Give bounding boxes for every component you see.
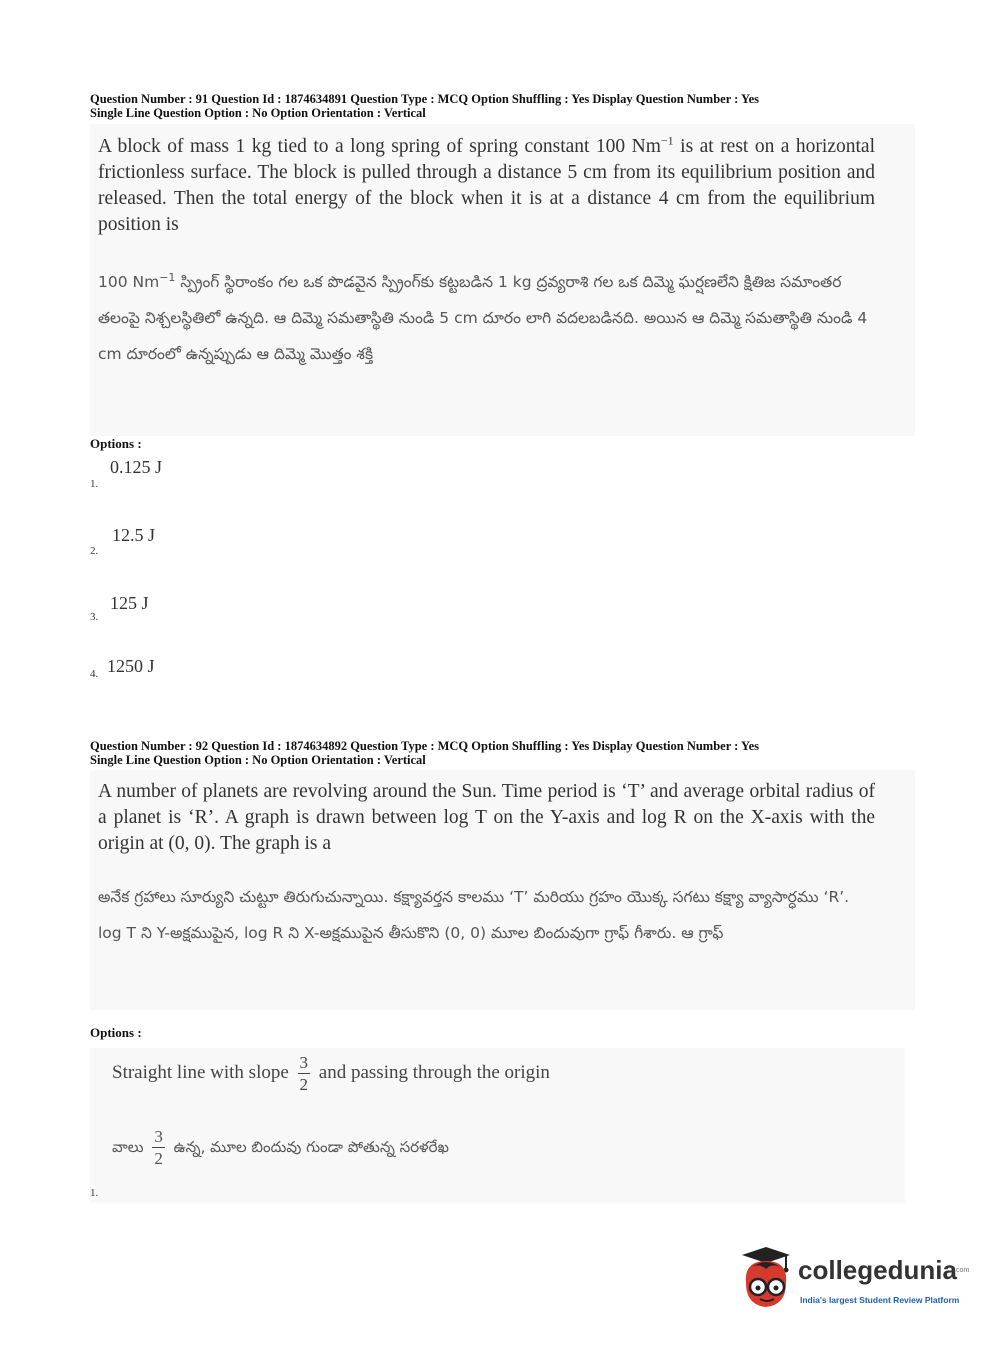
option-number: 2. <box>90 545 99 557</box>
option-number: 4. <box>90 668 99 680</box>
logo-tagline: India's largest Student Review Platform <box>800 1295 960 1305</box>
q91-meta-line1: Question Number : 91 Question Id : 1874634891 Question Type : MCQ Option Shuffling : Yes Display Question Number : Yes <box>90 92 760 106</box>
option-value: 0.125 J <box>110 457 163 477</box>
option-text-english: Straight line with slope $\frac{3}{2}$ and passing through the origin <box>112 1053 550 1094</box>
q92-stem-telugu: అనేక గ్రహాలు సూర్యుని చుట్టూ తిరుగుచున్నాయి. కక్ష్యావర్తన కాలము ‘T’ మరియు గ్రహం యొక్క సగటు కక్ష్యా వ్యాసార్ధము ‘R’. log T ని Y-అక్షముపైన, log R ని X-అక్షముపైన తీసుకొని (0, 0) మూల బిందువుగా గ్రాఫ్ గీశారు. ఆ గ్రాఫ్ <box>98 888 850 942</box>
q92-meta-line2: Single Line Question Option : No Option Orientation : Vertical <box>90 753 426 767</box>
fraction-three-halves: $\frac{3}{2}$ <box>299 1053 309 1094</box>
logo-wordmark: collegedunia <box>798 1255 957 1285</box>
option-text-telugu: వాలు $\frac{3}{2}$ ఉన్న, మూల బిందువు గుండా పోతున్న సరళరేఖ <box>112 1127 449 1168</box>
q92-stem: A number of planets are revolving around the Sun. Time period is ‘T’ and average orbital radius of a planet is ‘R’. A graph is drawn between log T on the Y-axis and log R on the X-axis with the origin at (0, 0). The graph is a <box>98 781 875 854</box>
option-number: 1. <box>90 1187 99 1199</box>
q92-options-label: Options : <box>90 1025 142 1040</box>
q91-stem: A block of mass 1 kg tied to a long spring of spring constant 100 $Nm^{-1}$ is at rest on a horizontal frictionless surface. The block is pulled through a distance 5 cm from its equilibrium position and released. Then the total energy of the block when it is at a distance 4 cm from the equilibrium position is <box>98 133 875 235</box>
q91-question-box <box>90 124 915 436</box>
option-value: 12.5 J <box>112 525 156 545</box>
logo-dotcom: .com <box>954 1267 970 1274</box>
mascot-icon <box>738 1243 800 1315</box>
q91-options-label: Options : <box>90 436 142 451</box>
q91-stem-telugu: 100 $Nm^{-1}$ స్ప్రింగ్ స్థిరాంకం గల ఒక పొడవైన స్ప్రింగ్‌కు కట్టబడిన 1 kg ద్రవ్యరాశి గల ఒక దిమ్మె ఘర్షణలేని క్షితిజ సమాంతర తలంపై నిశ్చలస్థితిలో ఉన్నది. ఆ దిమ్మె సమతాస్థితి నుండి 5 cm దూరం లాగి వదలబడినది. అయిన ఆ దిమ్మె సమతాస్థితి నుండి 4 cm దూరంలో ఉన్నప్పుడు ఆ దిమ్మె మొత్తం శక్తి <box>98 271 868 364</box>
q91-meta-line2: Single Line Question Option : No Option Orientation : Vertical <box>90 106 426 120</box>
q91-meta <box>90 92 970 120</box>
option-value: 125 J <box>110 593 149 613</box>
q92-meta-line1: Question Number : 92 Question Id : 1874634892 Question Type : MCQ Option Shuffling : Yes Display Question Number : Yes <box>90 739 760 753</box>
option-number: 3. <box>90 611 99 623</box>
q92-question-box <box>90 770 915 1010</box>
q92-meta <box>90 739 970 767</box>
fraction-three-halves-telugu: $\frac{3}{2}$ <box>154 1127 163 1168</box>
option-value: 1250 J <box>107 656 155 676</box>
collegedunia-logo[interactable] <box>738 1243 973 1318</box>
option-number: 1. <box>90 478 99 490</box>
